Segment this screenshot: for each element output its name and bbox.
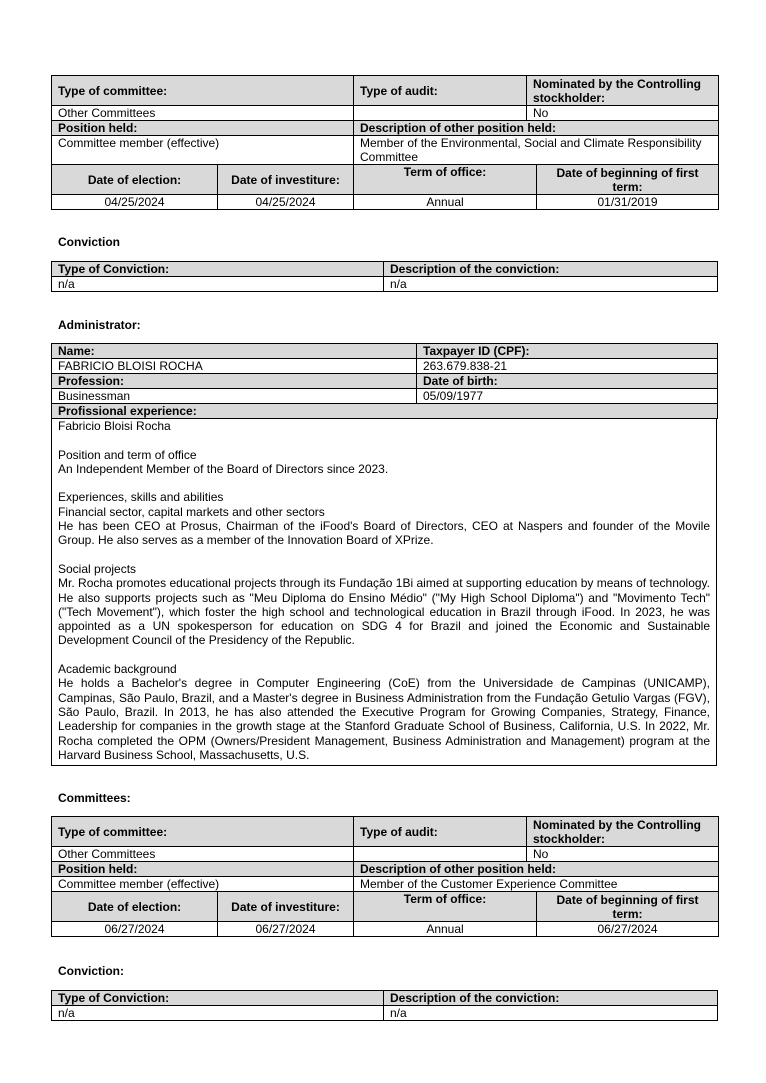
social-text: Mr. Rocha promotes educational projects through its Fundação 1Bi aimed at supporting education by means of technology. He also supports projects such as "Meu Diploma do Ensino Médio" ("My High School Diploma") and "Movimento Tech" ("Tech Movement"), which foster the high school and technological education in Brazil through iFood. In 2023, he was appointed as a UN spokesperson for education on SDG 4 for Brazil and joined the Economic and Sustainable Development Council of the Presidency of the Republic. [58, 576, 710, 648]
type-of-audit-label: Type of audit: [354, 817, 527, 847]
election-value: 04/25/2024 [52, 195, 218, 210]
dob-value: 05/09/1977 [417, 389, 718, 404]
conviction-type-value: n/a [52, 1006, 384, 1021]
administrator-table [51, 343, 718, 419]
term-value: Annual [354, 195, 537, 210]
committees-heading: Committees: [58, 791, 131, 805]
description-label: Description of other position held: [354, 121, 719, 136]
description-value: Member of the Environmental, Social and Climate Responsibility Committee [354, 136, 719, 165]
conviction-table-2 [51, 990, 718, 1021]
conviction-heading-2: Conviction: [58, 964, 124, 978]
position-term-text: An Independent Member of the Board of Directors since 2023. [58, 461, 389, 476]
experience-name: Fabricio Bloisi Rocha [58, 419, 171, 433]
conviction-type-label: Type of Conviction: [52, 991, 384, 1006]
profession-value: Businessman [52, 389, 417, 404]
type-of-committee-label: Type of committee: [52, 817, 354, 847]
type-of-audit-label: Type of audit: [354, 76, 527, 106]
nominated-value: No [527, 106, 719, 121]
position-held-value: Committee member (effective) [52, 877, 354, 892]
election-label: Date of election: [52, 165, 218, 195]
position-held-label: Position held: [52, 862, 354, 877]
committee-table-2 [51, 816, 719, 937]
nominated-label: Nominated by the Controlling stockholder: [527, 817, 719, 847]
investiture-label: Date of investiture: [218, 165, 354, 195]
description-value: Member of the Customer Experience Committee [354, 877, 719, 892]
taxpayer-label: Taxpayer ID (CPF): [417, 344, 718, 359]
type-of-committee-value: Other Committees [52, 106, 354, 121]
experience-label: Profissional experience: [52, 404, 718, 419]
experience-box [51, 419, 717, 766]
first-term-value: 01/31/2019 [537, 195, 719, 210]
first-term-value: 06/27/2024 [537, 922, 719, 937]
type-of-committee-value: Other Committees [52, 847, 354, 862]
description-label: Description of other position held: [354, 862, 719, 877]
committee-table-1 [51, 75, 719, 210]
dob-label: Date of birth: [417, 374, 718, 389]
position-term-title: Position and term of office [58, 447, 197, 462]
investiture-label: Date of investiture: [218, 892, 354, 922]
first-term-label: Date of beginning of first term: [537, 165, 719, 195]
nominated-label: Nominated by the Controlling stockholder: [527, 76, 719, 106]
conviction-type-label: Type of Conviction: [52, 262, 384, 277]
investiture-value: 06/27/2024 [218, 922, 354, 937]
election-value: 06/27/2024 [52, 922, 218, 937]
position-held-value: Committee member (effective) [52, 136, 354, 165]
investiture-value: 04/25/2024 [218, 195, 354, 210]
type-of-audit-value [354, 106, 527, 121]
administrator-heading: Administrator: [58, 318, 141, 332]
skills-text: He has been CEO at Prosus, Chairman of the iFood's Board of Directors, CEO at Naspers and founder of the Movile Group. He also serves as a member of the Innovation Board of XPrize. [58, 519, 710, 548]
academic-text: He holds a Bachelor's degree in Computer Engineering (CoE) from the Universidade de Campinas (UNICAMP), Campinas, São Paulo, Brazil, and a Master's degree in Business Administration from the Fundação Getulio Vargas (FGV), São Paulo, Brazil. In 2013, he has also attended the Executive Program for Growing Companies, Strategy, Finance, Leadership for companies in the growth stage at the Stanford Graduate School of Business, California, U.S. In 2022, Mr. Rocha completed the OPM (Owners/President Management, Business Administration and Management) program at the Harvard Business School, Massachusetts, U.S. [58, 676, 710, 762]
conviction-type-value: n/a [52, 277, 384, 292]
profession-label: Profession: [52, 374, 417, 389]
conviction-desc-value: n/a [384, 1006, 718, 1021]
type-of-audit-value [354, 847, 527, 862]
election-label: Date of election: [52, 892, 218, 922]
conviction-heading-1: Conviction [58, 235, 120, 249]
name-label: Name: [52, 344, 417, 359]
skills-title: Experiences, skills and abilities [58, 490, 224, 505]
conviction-desc-label: Description of the conviction: [384, 991, 718, 1006]
academic-title: Academic background [58, 662, 177, 677]
first-term-label: Date of beginning of first term: [537, 892, 719, 922]
nominated-value: No [527, 847, 719, 862]
type-of-committee-label: Type of committee: [52, 76, 354, 106]
name-value: FABRICIO BLOISI ROCHA [52, 359, 417, 374]
term-label: Term of office: [354, 892, 537, 922]
skills-line: Financial sector, capital markets and other sectors [58, 504, 325, 519]
social-title: Social projects [58, 561, 137, 576]
position-held-label: Position held: [52, 121, 354, 136]
term-label: Term of office: [354, 165, 537, 195]
term-value: Annual [354, 922, 537, 937]
conviction-table-1 [51, 261, 718, 292]
conviction-desc-value: n/a [384, 277, 718, 292]
taxpayer-value: 263.679.838-21 [417, 359, 718, 374]
conviction-desc-label: Description of the conviction: [384, 262, 718, 277]
